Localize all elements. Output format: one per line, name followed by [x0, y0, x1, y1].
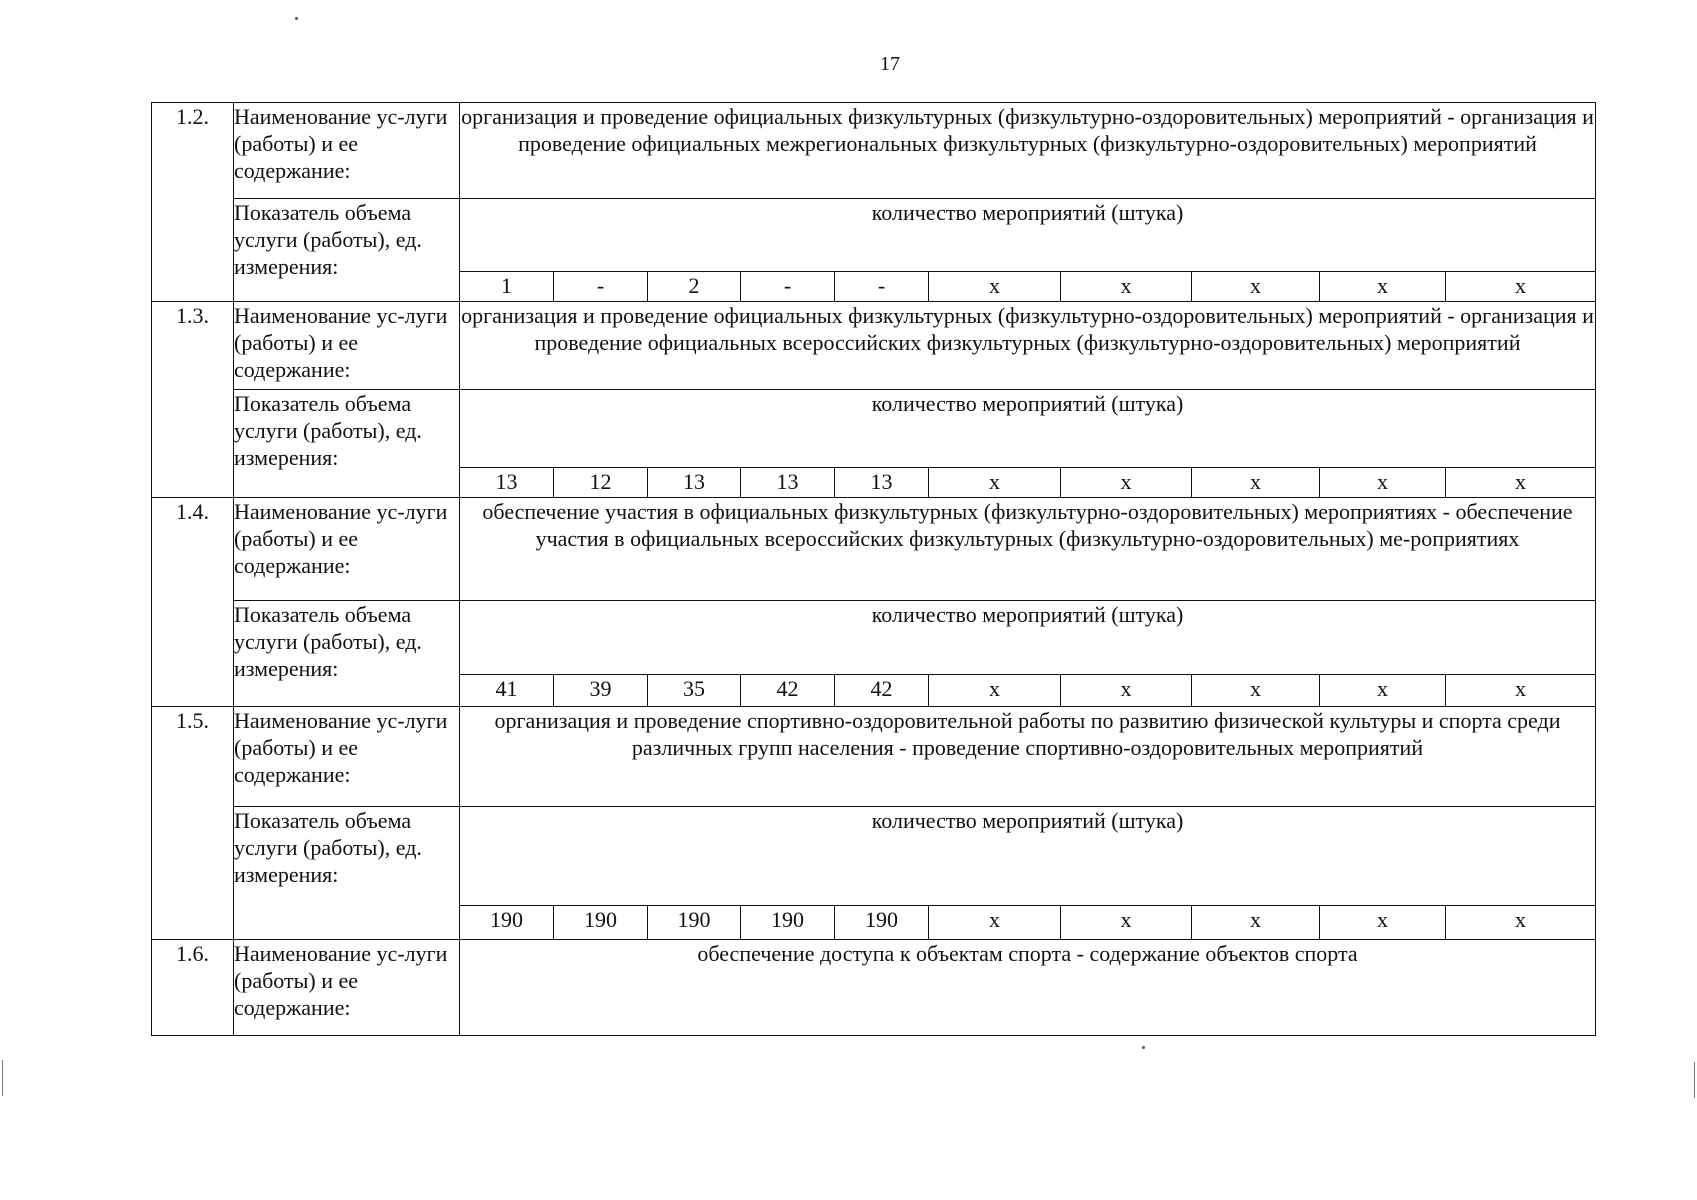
value-cell: 35 [648, 675, 741, 707]
value-cell: x [1320, 675, 1446, 707]
service-name-label: Наименование ус-луги (работы) и ее содержание: [234, 498, 460, 601]
value-cell: x [929, 272, 1061, 302]
value-cell: x [929, 906, 1061, 940]
value-cell: x [1192, 468, 1320, 498]
value-cell: - [554, 272, 648, 302]
service-row [152, 940, 1596, 1036]
value-cell: x [1192, 906, 1320, 940]
value-cell: x [1446, 272, 1596, 302]
row-number: 1.2. [152, 103, 234, 302]
volume-row [152, 807, 1596, 906]
value-cell: x [1061, 468, 1192, 498]
value-cell: x [929, 675, 1061, 707]
services-table [151, 102, 1596, 1036]
value-cell: 190 [835, 906, 929, 940]
service-row [152, 498, 1596, 601]
value-cell: 13 [741, 468, 835, 498]
scan-speck [295, 17, 298, 20]
value-cell: x [1061, 272, 1192, 302]
service-row [152, 302, 1596, 390]
row-number: 1.5. [152, 707, 234, 940]
service-name-label: Наименование ус-луги (работы) и ее содержание: [234, 940, 460, 1036]
value-cell: 42 [835, 675, 929, 707]
value-cell: x [1320, 272, 1446, 302]
row-number: 1.6. [152, 940, 234, 1036]
volume-indicator-label: Показатель объема услуги (работы), ед. измерения: [234, 199, 460, 302]
scan-speck [1142, 1046, 1145, 1049]
value-cell: 190 [460, 906, 554, 940]
row-number: 1.4. [152, 498, 234, 707]
value-cell: x [1061, 675, 1192, 707]
service-row [152, 103, 1596, 199]
value-cell: 190 [554, 906, 648, 940]
value-cell: 41 [460, 675, 554, 707]
value-cell: 42 [741, 675, 835, 707]
value-cell: x [1446, 906, 1596, 940]
page-number: 17 [880, 53, 900, 75]
volume-row [152, 601, 1596, 675]
value-cell: x [1061, 906, 1192, 940]
volume-unit: количество мероприятий (штука) [460, 601, 1596, 675]
value-cell: x [1192, 675, 1320, 707]
service-description: обеспечение участия в официальных физкультурных (физкультурно-оздоровительных) мероприятиях - обеспечение участия в официальных всероссийских физкультурных (физкультурно-оздоровительных) ме-роприятиях [460, 498, 1596, 601]
service-description: организация и проведение официальных физкультурных (физкультурно-оздоровительных) мероприятий - организация и проведение официальных межрегиональных физкультурных (физкультурно-оздоровительных) мероприятий [460, 103, 1596, 199]
service-name-label: Наименование ус-луги (работы) и ее содержание: [234, 302, 460, 390]
volume-row [152, 390, 1596, 468]
row-number: 1.3. [152, 302, 234, 498]
scan-edge-mark [2, 1060, 3, 1096]
value-cell: x [929, 468, 1061, 498]
volume-row [152, 199, 1596, 272]
volume-indicator-label: Показатель объема услуги (работы), ед. измерения: [234, 601, 460, 707]
value-cell: x [1320, 468, 1446, 498]
value-cell: 39 [554, 675, 648, 707]
volume-indicator-label: Показатель объема услуги (работы), ед. измерения: [234, 807, 460, 940]
value-cell: 190 [741, 906, 835, 940]
value-cell: 1 [460, 272, 554, 302]
service-description: организация и проведение спортивно-оздоровительной работы по развитию физической культуры и спорта среди различных групп населения - проведение спортивно-оздоровительных мероприятий [460, 707, 1596, 807]
value-cell: - [835, 272, 929, 302]
value-cell: 13 [835, 468, 929, 498]
value-cell: x [1446, 468, 1596, 498]
scan-edge-mark [1694, 1062, 1695, 1098]
volume-unit: количество мероприятий (штука) [460, 390, 1596, 468]
service-name-label: Наименование ус-луги (работы) и ее содержание: [234, 103, 460, 199]
volume-unit: количество мероприятий (штука) [460, 807, 1596, 906]
value-cell: 13 [648, 468, 741, 498]
service-description: организация и проведение официальных физкультурных (физкультурно-оздоровительных) мероприятий - организация и проведение официальных всероссийских физкультурных (физкультурно-оздоровительных) мероприятий [460, 302, 1596, 390]
volume-indicator-label: Показатель объема услуги (работы), ед. измерения: [234, 390, 460, 498]
value-cell: 2 [648, 272, 741, 302]
value-cell: - [741, 272, 835, 302]
service-row [152, 707, 1596, 807]
value-cell: x [1320, 906, 1446, 940]
value-cell: 190 [648, 906, 741, 940]
value-cell: x [1192, 272, 1320, 302]
value-cell: x [1446, 675, 1596, 707]
volume-unit: количество мероприятий (штука) [460, 199, 1596, 272]
service-description: обеспечение доступа к объектам спорта - содержание объектов спорта [460, 940, 1596, 1036]
service-name-label: Наименование ус-луги (работы) и ее содержание: [234, 707, 460, 807]
value-cell: 13 [460, 468, 554, 498]
value-cell: 12 [554, 468, 648, 498]
